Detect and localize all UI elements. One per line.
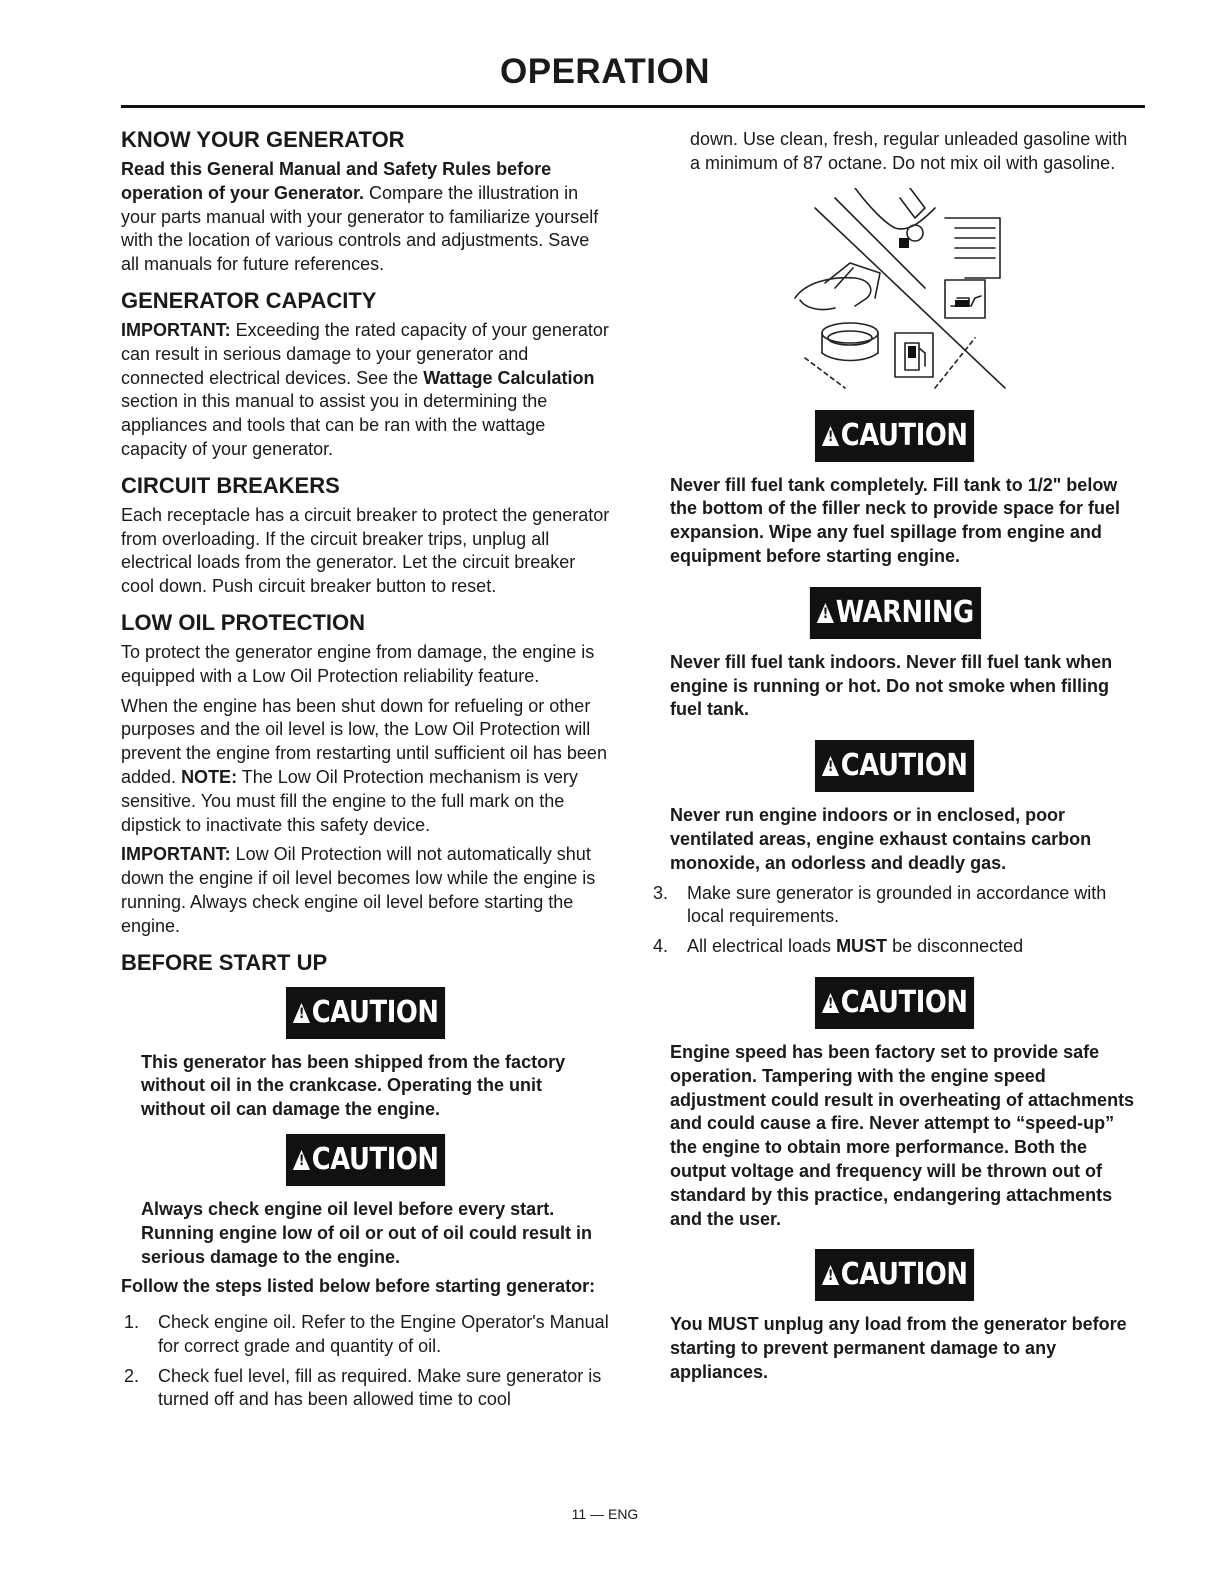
circuit-breakers-text: Each receptacle has a circuit breaker to protect the generator from overloading. If the circuit breaker trips, unplug all electrical loads from the generator. Let the circuit breaker cool down. Push circuit breaker button to reset. xyxy=(121,504,610,597)
circuit-breakers-heading: CIRCUIT BREAKERS xyxy=(121,472,340,498)
list-item: 2. Check fuel level, fill as required. Make sure generator is turned off and has been allowed time to cool xyxy=(123,1365,602,1410)
warning-label: WARNING xyxy=(835,594,974,630)
wattage-calculation-ref: Wattage Calculation xyxy=(423,367,595,388)
know-generator-heading: KNOW YOUR GENERATOR xyxy=(121,127,405,152)
warning-triangle-icon xyxy=(293,1003,310,1023)
caution-check-oil-text: Always check engine oil level before every start. Running engine low of oil or out of oil could result in serious damage to the engine. xyxy=(141,1198,592,1267)
page-title: OPERATION xyxy=(500,52,710,91)
caution-label: CAUTION xyxy=(841,1257,968,1293)
low-oil-important-label: IMPORTANT: xyxy=(121,844,231,865)
warning-indoors-text: Never fill fuel tank indoors. Never fill fuel tank when engine is running or hot. Do not smoke when filling fuel tank. xyxy=(670,651,1113,720)
caution-fill-tank-text: Never fill fuel tank completely. Fill tank to 1/2" below the bottom of the filler neck to provide space for fuel expansion. Wipe any fuel spillage from engine and equipment before starting engine. xyxy=(670,474,1121,566)
low-oil-p2-b: The Low Oil Protection mechanism is very sensitive. You must fill the engine to the full mark on the dipstick to inactivate this safety device. xyxy=(121,766,578,835)
fuel-filling-illustration xyxy=(775,188,1015,398)
page-footer: 11 — ENG xyxy=(571,1506,639,1522)
caution-exhaust-text: Never run engine indoors or in enclosed, poor ventilated areas, engine exhaust contains carbon monoxide, an odorless and deadly gas. xyxy=(670,805,1092,873)
right-column xyxy=(650,128,1140,1385)
warning-triangle-icon xyxy=(293,1150,310,1170)
low-oil-heading: LOW OIL PROTECTION xyxy=(121,609,366,635)
caution-banner xyxy=(815,1249,974,1301)
warning-banner xyxy=(810,587,981,639)
left-column xyxy=(121,128,611,1418)
caution-label: CAUTION xyxy=(312,994,439,1030)
before-start-heading: BEFORE START UP xyxy=(121,949,328,975)
warning-triangle-icon xyxy=(816,603,833,623)
capacity-important-label: IMPORTANT: xyxy=(121,319,231,340)
follow-steps-text: Follow the steps listed below before starting generator: xyxy=(121,1276,596,1297)
title-rule xyxy=(121,105,1145,108)
steps-list-continued xyxy=(650,882,1140,959)
caution-banner xyxy=(286,987,445,1039)
warning-triangle-icon xyxy=(822,1265,839,1285)
know-generator-text xyxy=(121,158,611,277)
low-oil-p3-body: Low Oil Protection will not automatically shut down the engine if oil level becomes low while the engine is running. Always check engine oil level before starting the engine. xyxy=(121,844,596,936)
caution-banner xyxy=(815,977,974,1029)
capacity-body-b: section in this manual to assist you in determining the appliances and tools that can be ran with the wattage capacity of your generator. xyxy=(121,391,548,459)
low-oil-p3 xyxy=(121,843,611,938)
caution-unplug-text: You MUST unplug any load from the generator before starting to prevent permanent damage to any appliances. xyxy=(670,1314,1127,1382)
steps-list xyxy=(121,1311,611,1412)
caution-banner xyxy=(286,1134,445,1186)
caution-label: CAUTION xyxy=(312,1141,439,1177)
low-oil-p2 xyxy=(121,695,611,838)
caution-no-oil-text: This generator has been shipped from the factory without oil in the crankcase. Operating the unit without oil can damage the engine. xyxy=(141,1051,566,1120)
warning-triangle-icon xyxy=(822,426,839,446)
caution-banner xyxy=(815,410,974,462)
generator-capacity-text xyxy=(121,319,611,462)
low-oil-note-label: NOTE: xyxy=(181,766,238,787)
warning-triangle-icon xyxy=(822,756,839,776)
know-generator-body: Compare the illustration in your parts manual with your generator to familiarize yourself with the location of various controls and adjustments. Save all manuals for future references. xyxy=(121,182,599,275)
know-generator-bold-lead: Read this General Manual and Safety Rules before operation of your Generator. xyxy=(121,159,552,203)
low-oil-p1: To protect the generator engine from damage, the engine is equipped with a Low Oil Protection reliability feature. xyxy=(121,641,595,686)
caution-label: CAUTION xyxy=(841,417,968,453)
list-item: 1. Check engine oil. Refer to the Engine Operator's Manual for correct grade and quantity of oil. xyxy=(123,1312,609,1356)
fuel-continued-text: down. Use clean, fresh, regular unleaded gasoline with a minimum of 87 octane. Do not mix oil with gasoline. xyxy=(690,129,1128,173)
generator-capacity-heading: GENERATOR CAPACITY xyxy=(121,287,377,313)
list-item: 4. All electrical loads MUST be disconnected xyxy=(652,936,1024,957)
caution-engine-speed-text: Engine speed has been factory set to provide safe operation. Tampering with the engine speed adjustment could result in overheating of attachments and could cause a fire. Never attempt to “speed-up” the engine to obtain more performance. Both the output voltage and frequency will be thrown out of standard by this practice, endangering attachments and the user. xyxy=(670,1041,1135,1229)
list-item: 3. Make sure generator is grounded in accordance with local requirements. xyxy=(652,882,1107,927)
caution-label: CAUTION xyxy=(841,984,968,1020)
low-oil-p2-a: When the engine has been shut down for refueling or other purposes and the oil level is low, the Low Oil Protection will prevent the engine from restarting until sufficient oil has been added. xyxy=(121,695,607,787)
warning-triangle-icon xyxy=(822,993,839,1013)
capacity-body-a: Exceeding the rated capacity of your generator can result in serious damage to your generator and connected electrical devices. See the xyxy=(121,319,609,388)
caution-label: CAUTION xyxy=(841,748,968,784)
caution-banner xyxy=(815,740,974,792)
